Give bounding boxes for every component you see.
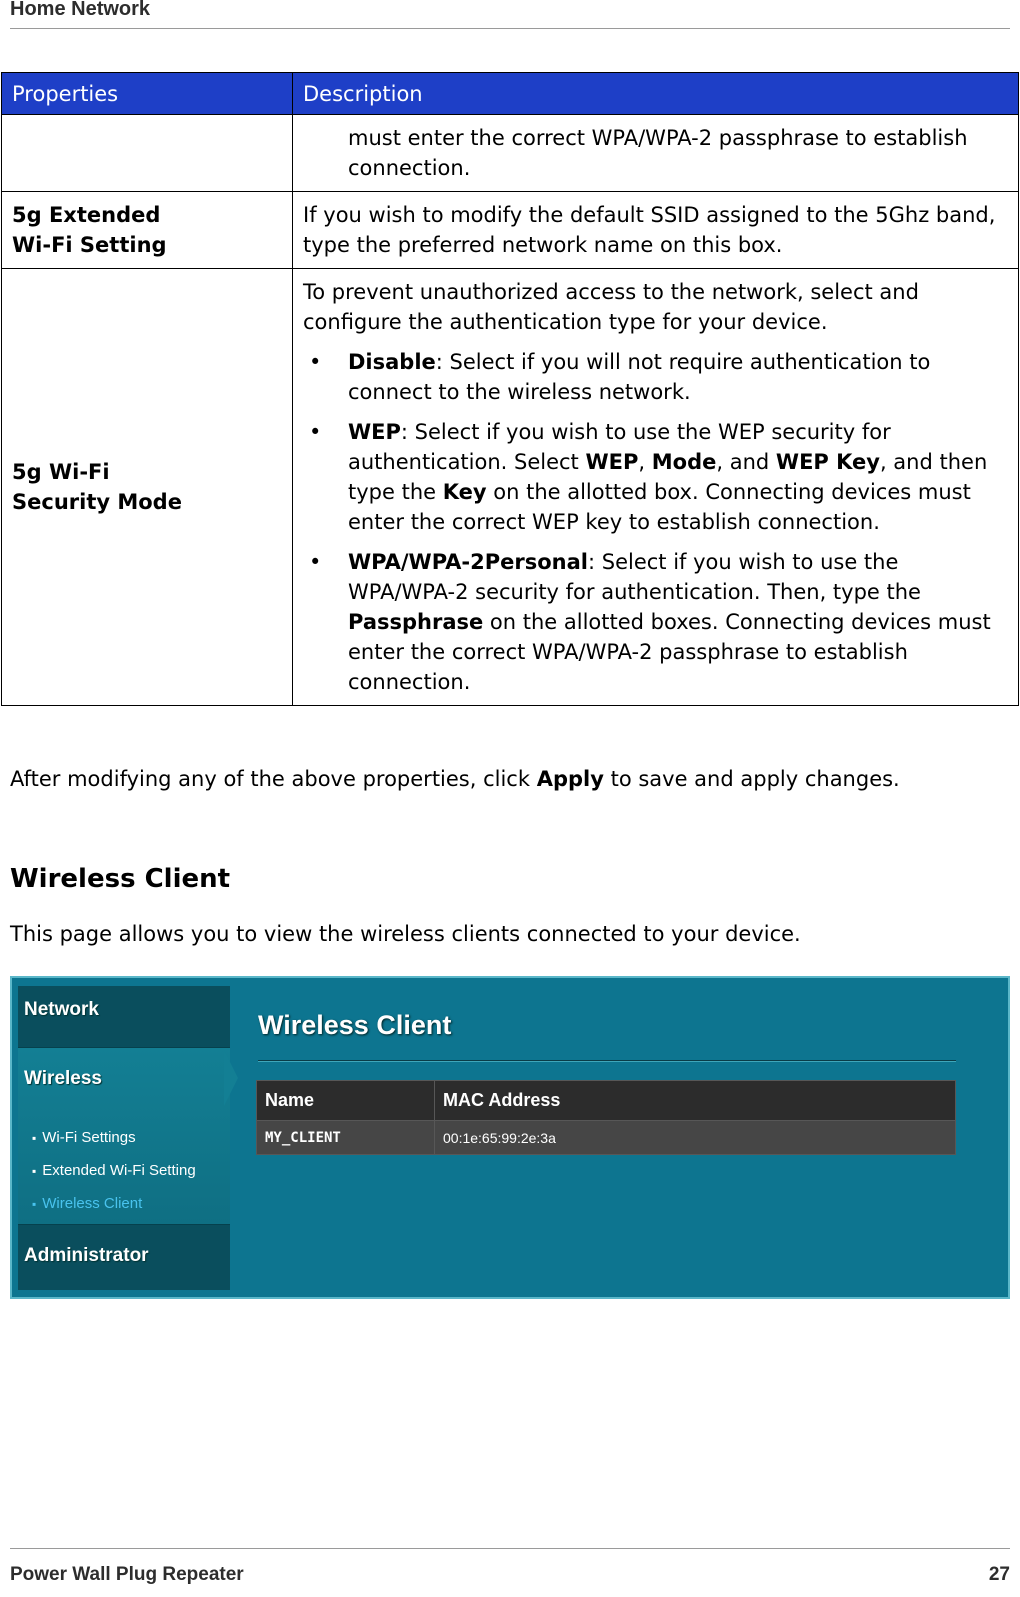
description-text: must enter the correct WPA/WPA-2 passphrase to establish connection. xyxy=(348,126,968,180)
property-name-line2: Wi-Fi Setting xyxy=(12,233,167,257)
sidebar-subitem-extended-wifi[interactable]: ▪ Extended Wi-Fi Setting xyxy=(32,1161,196,1181)
bullet-text: : Select if you will not require authentication to connect to the wireless network. xyxy=(348,350,931,404)
footer-divider xyxy=(10,1548,1010,1549)
sidebar-subitem-wireless-client[interactable]: ▪ Wireless Client xyxy=(32,1194,142,1214)
content-title: Wireless Client xyxy=(258,1010,452,1040)
after-note xyxy=(10,767,900,791)
running-header: Home Network xyxy=(10,0,151,20)
sidebar-subitem-wifi-settings[interactable]: ▪ Wi-Fi Settings xyxy=(32,1128,136,1148)
sidebar-item-label: Wireless xyxy=(24,1068,102,1089)
col-name-header: Name xyxy=(257,1081,435,1121)
client-table xyxy=(256,1080,956,1155)
section-description: This page allows you to view the wireless clients connected to your device. xyxy=(10,922,801,946)
bullet-text: , and xyxy=(716,450,776,474)
term: Key xyxy=(442,480,487,504)
content-divider xyxy=(258,1060,956,1062)
description-cell xyxy=(293,115,1019,192)
bullet-text: on the allotted box. Connecting devices must enter the correct WEP key to establish connection. xyxy=(348,480,971,534)
bullet-text: : Select if you wish to use the WPA/WPA-2 security for authentication. Then, type the xyxy=(348,550,921,604)
bullet-wep xyxy=(303,417,1008,537)
section-title: Wireless Client xyxy=(10,864,231,894)
col-mac-header: MAC Address xyxy=(435,1081,956,1121)
description-cell xyxy=(293,269,1019,706)
sidebar-item-network[interactable]: Network xyxy=(18,986,230,1048)
table-row xyxy=(2,115,1019,192)
sidebar-item-wireless[interactable] xyxy=(18,1048,230,1224)
bullet-text: on the allotted boxes. Connecting devices must enter the correct WPA/WPA-2 passphrase to establish connection. xyxy=(348,610,991,694)
active-arrow-icon xyxy=(224,1050,238,1106)
term: Passphrase xyxy=(348,610,484,634)
term: Mode xyxy=(651,450,717,474)
bullet-text: , and then type the xyxy=(348,450,988,504)
property-name-line1: 5g Extended xyxy=(12,203,161,227)
apply-term: Apply xyxy=(536,767,604,791)
col-properties-header: Properties xyxy=(2,73,293,115)
description-intro: To prevent unauthorized access to the network, select and configure the authentication type for your device. xyxy=(303,280,919,334)
client-table-header xyxy=(257,1081,956,1121)
table-row xyxy=(2,269,1019,706)
footer-title: Power Wall Plug Repeater xyxy=(10,1564,244,1585)
table-row xyxy=(257,1121,956,1155)
table-row xyxy=(2,192,1019,269)
after-text: After modifying any of the above properties, click xyxy=(10,767,537,791)
property-name-line1: 5g Wi-Fi xyxy=(12,460,110,484)
properties-table xyxy=(1,72,1019,706)
client-mac-cell: 00:1e:65:99:2e:3a xyxy=(435,1121,956,1155)
term: WEP xyxy=(348,420,401,444)
property-cell xyxy=(2,192,293,269)
bullet-text: : Select if you wish to use the WEP security for authentication. Select xyxy=(348,420,891,474)
term: Disable xyxy=(348,350,436,374)
client-name-cell: MY_CLIENT xyxy=(257,1121,435,1155)
sidebar-item-administrator[interactable]: Administrator xyxy=(18,1224,230,1290)
bullet-wpa xyxy=(303,547,1008,697)
page-number: 27 xyxy=(988,1564,1010,1585)
property-name-line2: Security Mode xyxy=(12,490,182,514)
col-description-header: Description xyxy=(293,73,1019,115)
after-text: to save and apply changes. xyxy=(603,767,900,791)
bullet-text: , xyxy=(638,450,652,474)
bullet-disable xyxy=(303,347,1008,407)
term: WEP xyxy=(585,450,639,474)
property-cell xyxy=(2,269,293,706)
wireless-client-screenshot xyxy=(10,976,1010,1299)
property-cell xyxy=(2,115,293,192)
sidebar xyxy=(18,986,230,1290)
description-cell: If you wish to modify the default SSID assigned to the 5Ghz band, type the preferred network name on this box. xyxy=(293,192,1019,269)
term: WPA/WPA-2Personal xyxy=(348,550,588,574)
header-divider xyxy=(10,28,1010,29)
table-header-row xyxy=(2,73,1019,115)
term: WEP Key xyxy=(775,450,880,474)
